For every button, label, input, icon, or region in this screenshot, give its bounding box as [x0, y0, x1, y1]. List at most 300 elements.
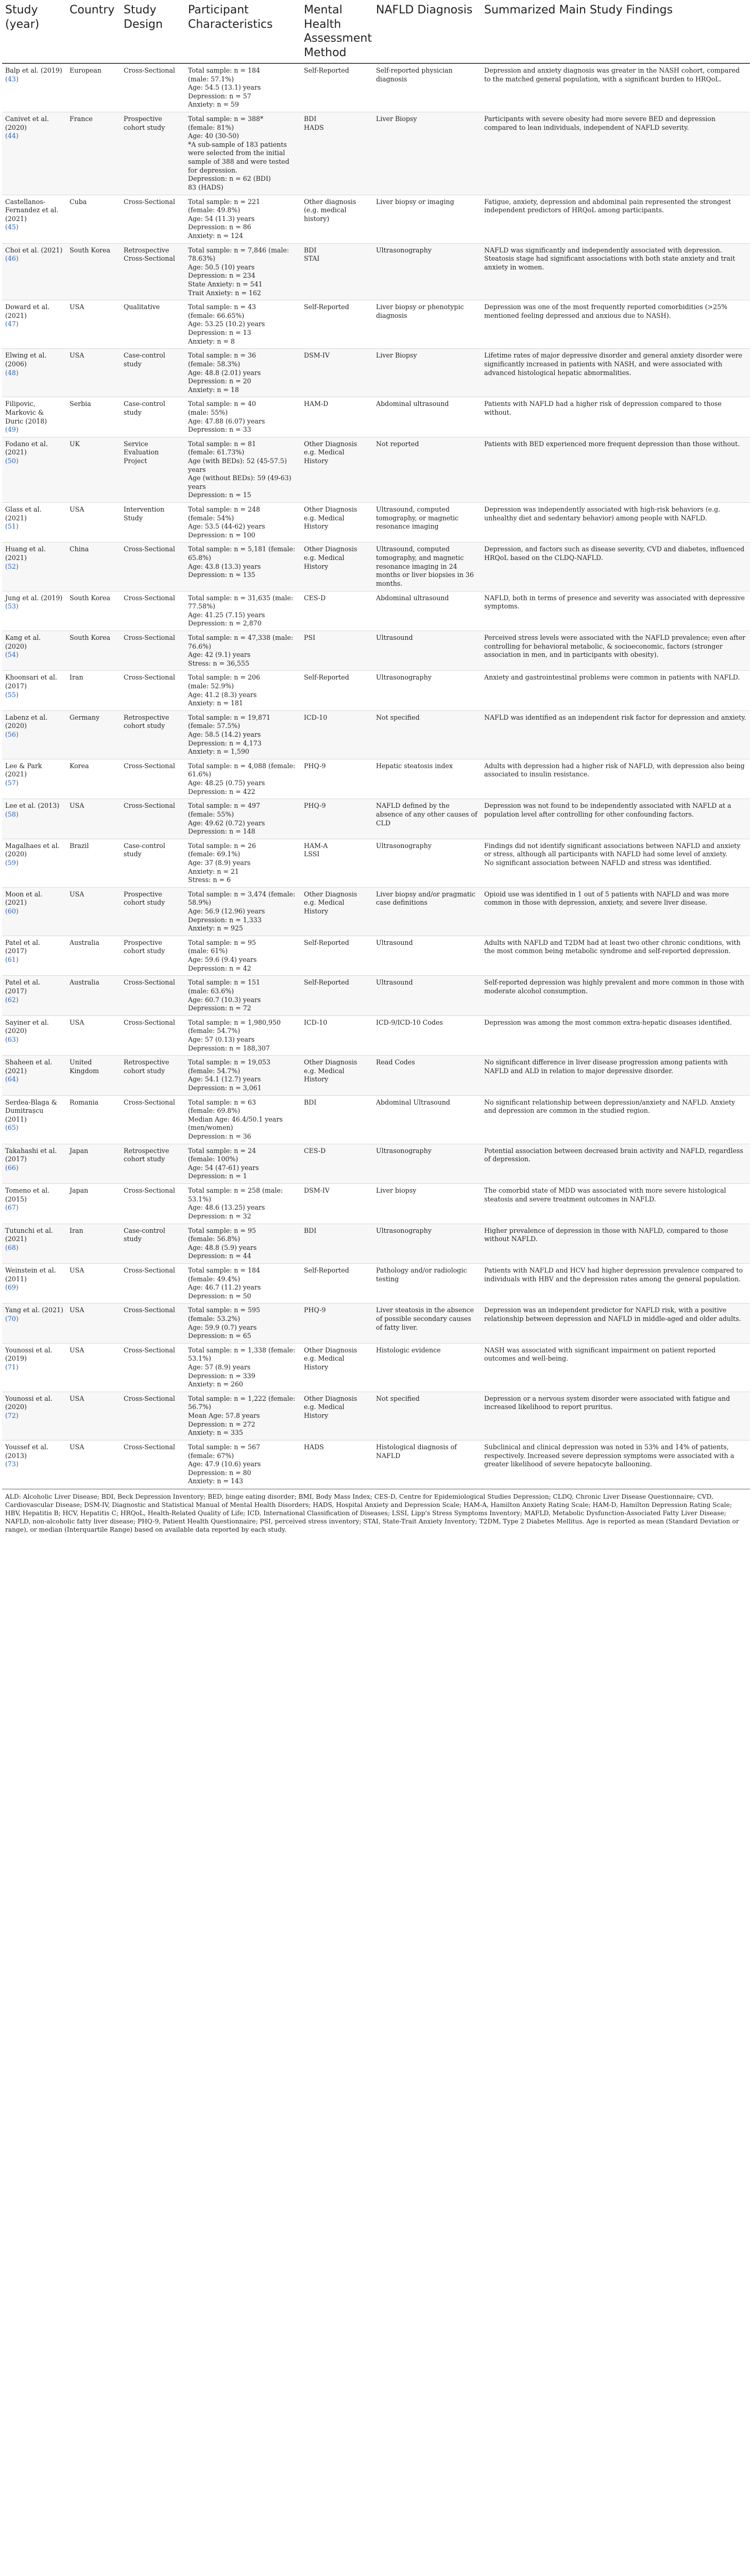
study-reference-link[interactable]: (57) [5, 779, 19, 787]
cell-findings: NAFLD, both in terms of presence and severity was associated with depressive symptoms. [481, 591, 750, 631]
study-reference-link[interactable]: (65) [5, 1124, 19, 1132]
cell-study [2, 543, 66, 591]
study-name: Elwing et al. (2006) [5, 351, 47, 368]
table-row [2, 243, 750, 300]
cell-study-design: Cross-Sectional [121, 671, 185, 710]
cell-study-design: Cross-Sectional [121, 543, 185, 591]
cell-country: USA [66, 1303, 121, 1343]
table-row [2, 300, 750, 349]
cell-study [2, 1015, 66, 1055]
cell-assessment-method: Other diagnosis (e.g. medical history) [301, 195, 373, 243]
study-name: Shaheen et al. (2021) [5, 1058, 53, 1075]
table-row [2, 799, 750, 839]
cell-study [2, 397, 66, 437]
cell-nafld-diagnosis: Liver Biopsy [373, 349, 481, 397]
study-reference-link[interactable]: (44) [5, 132, 19, 140]
cell-study-design: Cross-Sectional [121, 195, 185, 243]
cell-participants: Total sample: n = 31,635 (male: 77.58%) Age: 41.25 (7.15) years Depression: n = 2,870 [185, 591, 301, 631]
cell-nafld-diagnosis: Abdominal ultrasound [373, 397, 481, 437]
cell-nafld-diagnosis: Not specified [373, 1392, 481, 1440]
study-reference-link[interactable]: (67) [5, 1204, 19, 1212]
cell-study [2, 503, 66, 543]
study-reference-link[interactable]: (53) [5, 602, 19, 611]
cell-study-design: Cross-Sectional [121, 1015, 185, 1055]
cell-study [2, 1184, 66, 1224]
cell-nafld-diagnosis: Ultrasound [373, 936, 481, 975]
table-row [2, 1095, 750, 1144]
study-name: Younossi et al. (2020) [5, 1394, 53, 1411]
header-participant-characteristics: Participant Characteristics [185, 0, 301, 63]
cell-participants: Total sample: n = 5,181 (female: 65.8%) Age: 43.8 (13.3) years Depression: n = 135 [185, 543, 301, 591]
cell-assessment-method: DSM-IV [301, 1184, 373, 1224]
cell-findings: Depression was one of the most frequently reported comorbidities (>25% mentioned feeling depressed and anxious due to NASH). [481, 300, 750, 349]
cell-findings: No significant difference in liver disease progression among patients with NAFLD and ALD in relation to major depressive disorder. [481, 1056, 750, 1095]
study-reference-link[interactable]: (64) [5, 1075, 19, 1083]
cell-assessment-method: PHQ-9 [301, 759, 373, 799]
cell-nafld-diagnosis: Ultrasonography [373, 1144, 481, 1183]
cell-findings: Potential association between decreased brain activity and NAFLD, regardless of depression. [481, 1144, 750, 1183]
cell-nafld-diagnosis: Ultrasonography [373, 671, 481, 710]
study-reference-link[interactable]: (60) [5, 907, 19, 916]
study-reference-link[interactable]: (66) [5, 1163, 19, 1172]
cell-participants: Total sample: n = 184 (female: 49.4%) Age: 46.7 (11.2) years Depression: n = 50 [185, 1263, 301, 1303]
cell-participants: Total sample: n = 63 (female: 69.8%) Median Age: 46.4/50.1 years (men/women) Depression: n = 36 [185, 1095, 301, 1144]
cell-study-design: Retrospective cohort study [121, 1056, 185, 1095]
cell-country: USA [66, 1343, 121, 1392]
cell-study [2, 631, 66, 670]
cell-assessment-method: PHQ-9 [301, 1303, 373, 1343]
cell-assessment-method: Other Diagnosis e.g. Medical History [301, 543, 373, 591]
cell-study-design: Service Evaluation Project [121, 437, 185, 502]
table-row [2, 1263, 750, 1303]
cell-findings: Depression, and factors such as disease severity, CVD and diabetes, influenced HRQoL based on the CLDQ-NAFLD. [481, 543, 750, 591]
cell-participants: Total sample: n = 40 (male: 55%) Age: 47.88 (6.07) years Depression: n = 33 [185, 397, 301, 437]
cell-country: China [66, 543, 121, 591]
cell-country: Iran [66, 671, 121, 710]
cell-nafld-diagnosis: Ultrasound, computed tomography, and magnetic resonance imaging in 24 months or liver biopsies in 36 months. [373, 543, 481, 591]
cell-study [2, 976, 66, 1015]
table-row [2, 63, 750, 112]
cell-nafld-diagnosis: Liver biopsy or imaging [373, 195, 481, 243]
cell-assessment-method: Self-Reported [301, 1263, 373, 1303]
cell-study [2, 63, 66, 112]
study-reference-link[interactable]: (62) [5, 995, 19, 1004]
table-row [2, 1392, 750, 1440]
cell-participants: Total sample: n = 497 (female: 55%) Age: 49.62 (0.72) years Depression: n = 148 [185, 799, 301, 839]
table-row [2, 1184, 750, 1224]
cell-findings: Depression and anxiety diagnosis was greater in the NASH cohort, compared to the matched general population, with a significant burden to HRQoL. [481, 63, 750, 112]
cell-participants: Total sample: n = 19,053 (female: 54.7%) Age: 54.1 (12.7) years Depression: n = 3,061 [185, 1056, 301, 1095]
cell-country: USA [66, 1440, 121, 1488]
study-name: Kang et al. (2020) [5, 633, 41, 650]
cell-study-design: Cross-Sectional [121, 759, 185, 799]
study-name: Magalhaes et al. (2020) [5, 841, 60, 858]
study-name: Labenz et al. (2020) [5, 713, 48, 730]
study-reference-link[interactable]: (47) [5, 320, 19, 328]
cell-nafld-diagnosis: Read Codes [373, 1056, 481, 1095]
study-name: Canivet et al. (2020) [5, 115, 49, 131]
header-study-design: Study Design [121, 0, 185, 63]
cell-study [2, 1056, 66, 1095]
cell-nafld-diagnosis: NAFLD defined by the absence of any other causes of CLD [373, 799, 481, 839]
study-name: Choi et al. (2021) [5, 246, 63, 254]
cell-participants: Total sample: n = 248 (female: 54%) Age: 53.5 (44-62) years Depression: n = 100 [185, 503, 301, 543]
table-row [2, 1015, 750, 1055]
table-body [2, 63, 750, 1488]
cell-country: Japan [66, 1144, 121, 1183]
cell-study [2, 243, 66, 300]
cell-study-design: Case-control study [121, 839, 185, 887]
study-reference-link[interactable]: (59) [5, 858, 19, 867]
cell-study [2, 437, 66, 502]
cell-study [2, 1144, 66, 1183]
study-name: Tomeno et al. (2015) [5, 1187, 50, 1203]
study-name: Balp et al. (2019) [5, 66, 62, 74]
table-row [2, 543, 750, 591]
cell-study-design: Cross-Sectional [121, 1343, 185, 1392]
table-row [2, 671, 750, 710]
cell-study-design: Retrospective cohort study [121, 1144, 185, 1183]
cell-assessment-method: ICD-10 [301, 710, 373, 759]
cell-study-design: Qualitative [121, 300, 185, 349]
cell-assessment-method: Self-Reported [301, 671, 373, 710]
cell-findings: Patients with NAFLD had a higher risk of depression compared to those without. [481, 397, 750, 437]
cell-assessment-method: Self-Reported [301, 63, 373, 112]
cell-participants: Total sample: n = 95 (male: 61%) Age: 59.6 (9.4) years Depression: n = 42 [185, 936, 301, 975]
cell-nafld-diagnosis: Histological diagnosis of NAFLD [373, 1440, 481, 1488]
table-row [2, 631, 750, 670]
cell-study [2, 300, 66, 349]
cell-findings: Depression or a nervous system disorder were associated with fatigue and increased likelihood to report pruritus. [481, 1392, 750, 1440]
cell-participants: Total sample: n = 1,980,950 (female: 54.7%) Age: 57 (0.13) years Depression: n = 188,307 [185, 1015, 301, 1055]
cell-findings: Higher prevalence of depression in those with NAFLD, compared to those without NAFLD. [481, 1224, 750, 1263]
cell-assessment-method: CES-D [301, 1144, 373, 1183]
table-row [2, 195, 750, 243]
cell-study-design: Cross-Sectional [121, 1095, 185, 1144]
cell-assessment-method: PSI [301, 631, 373, 670]
cell-nafld-diagnosis: Liver biopsy [373, 1184, 481, 1224]
cell-study-design: Prospective cohort study [121, 112, 185, 195]
header-mental-health-method: Mental Health Assessment Method [301, 0, 373, 63]
table-row [2, 887, 750, 936]
cell-country: Germany [66, 710, 121, 759]
cell-study [2, 1095, 66, 1144]
study-reference-link[interactable]: (56) [5, 731, 19, 739]
study-reference-link[interactable]: (48) [5, 368, 19, 377]
study-name: Youssef et al. (2013) [5, 1443, 49, 1460]
cell-nafld-diagnosis: Self-reported physician diagnosis [373, 63, 481, 112]
cell-study [2, 195, 66, 243]
study-reference-link[interactable]: (43) [5, 75, 19, 83]
cell-study [2, 112, 66, 195]
table-row [2, 349, 750, 397]
cell-findings: Depression was among the most common extra-hepatic diseases identified. [481, 1015, 750, 1055]
study-reference-link[interactable]: (63) [5, 1035, 19, 1043]
cell-nafld-diagnosis: Ultrasound, computed tomography, or magnetic resonance imaging [373, 503, 481, 543]
study-reference-link[interactable]: (50) [5, 456, 19, 465]
studies-table [2, 0, 750, 1489]
table-row [2, 839, 750, 887]
study-reference-link[interactable]: (68) [5, 1243, 19, 1251]
study-reference-link[interactable]: (70) [5, 1315, 19, 1323]
header-nafld-diagnosis: NAFLD Diagnosis [373, 0, 481, 63]
study-reference-link[interactable]: (45) [5, 223, 19, 231]
cell-study-design: Cross-Sectional [121, 1263, 185, 1303]
cell-assessment-method: Self-Reported [301, 976, 373, 1015]
cell-findings: Findings did not identify significant associations between NAFLD and anxiety or stress, although all participants with NAFLD had some level of anxiety. No significant association between NAFLD and stress was identified. [481, 839, 750, 887]
cell-study-design: Cross-Sectional [121, 1303, 185, 1343]
cell-findings: The comorbid state of MDD was associated with more severe histological steatosis and severe treatment outcomes in NAFLD. [481, 1184, 750, 1224]
cell-study-design: Cross-Sectional [121, 976, 185, 1015]
cell-country: USA [66, 1015, 121, 1055]
cell-country: France [66, 112, 121, 195]
cell-nafld-diagnosis: Histologic evidence [373, 1343, 481, 1392]
study-name: Younossi et al. (2019) [5, 1346, 53, 1363]
cell-findings: Participants with severe obesity had more severe BED and depression compared to lean individuals, independent of NAFLD severity. [481, 112, 750, 195]
cell-assessment-method: Other Diagnosis e.g. Medical History [301, 503, 373, 543]
cell-participants: Total sample: n = 19,871 (female: 57.5%) Age: 58.5 (14.2) years Depression: n = 4,173 Anxiety: n = 1,590 [185, 710, 301, 759]
cell-participants: Total sample: n = 4,088 (female: 61.6%) Age: 48.25 (0.75) years Depression: n = 422 [185, 759, 301, 799]
cell-nafld-diagnosis: Liver biopsy or phenotypic diagnosis [373, 300, 481, 349]
cell-participants: Total sample: n = 47,338 (male: 76.6%) Age: 42 (9.1) years Stress: n = 36,555 [185, 631, 301, 670]
header-main-findings: Summarized Main Study Findings [481, 0, 750, 63]
cell-study-design: Cross-Sectional [121, 63, 185, 112]
cell-study-design: Case-control study [121, 349, 185, 397]
cell-study [2, 1303, 66, 1343]
study-name: Patel et al. (2017) [5, 938, 41, 955]
cell-country: Japan [66, 1184, 121, 1224]
table-row [2, 759, 750, 799]
cell-participants: Total sample: n = 388* (female: 81%) Age: 40 (30-50) *A sub-sample of 183 patients were selected from the initial sample of 388 and were tested for depression. Depression: n = 62 (BDI) 83 (HADS) [185, 112, 301, 195]
cell-country: USA [66, 1392, 121, 1440]
cell-participants: Total sample: n = 81 (female: 61.73%) Age (with BEDs): 52 (45-57.5) years Age (without BEDs): 59 (49-63) years Depression: n = 15 [185, 437, 301, 502]
cell-nafld-diagnosis: Not reported [373, 437, 481, 502]
cell-findings: Adults with depression had a higher risk of NAFLD, with depression also being associated to insulin resistance. [481, 759, 750, 799]
cell-assessment-method: Other Diagnosis e.g. Medical History [301, 437, 373, 502]
cell-study-design: Cross-Sectional [121, 1392, 185, 1440]
cell-country: South Korea [66, 631, 121, 670]
table-row [2, 976, 750, 1015]
cell-study [2, 1263, 66, 1303]
cell-nafld-diagnosis: Hepatic steatosis index [373, 759, 481, 799]
cell-country: South Korea [66, 243, 121, 300]
cell-findings: Perceived stress levels were associated with the NAFLD prevalence; even after controlling for behavioral metabolic, & socioeconomic, factors (stronger association in men, and in participants with obesity). [481, 631, 750, 670]
cell-findings: Lifetime rates of major depressive disorder and general anxiety disorder were significantly increased in patients with NASH, and were associated with advanced histological hepatic abnormalities. [481, 349, 750, 397]
cell-nafld-diagnosis: Ultrasound [373, 631, 481, 670]
cell-country: European [66, 63, 121, 112]
study-name: Glass et al. (2021) [5, 505, 42, 522]
cell-participants: Total sample: n = 595 (female: 53.2%) Age: 59.9 (0.7) years Depression: n = 65 [185, 1303, 301, 1343]
cell-study [2, 936, 66, 975]
cell-findings: Depression was an independent predictor for NAFLD risk, with a positive relationship between depression and NAFLD in middle-aged and older adults. [481, 1303, 750, 1343]
table-row [2, 437, 750, 502]
study-name: Filipovic, Markovic & Duric (2018) [5, 400, 47, 425]
study-reference-link[interactable]: (46) [5, 255, 19, 263]
cell-findings: Opioid use was identified in 1 out of 5 patients with NAFLD and was more common in those with depression, anxiety, and severe liver disease. [481, 887, 750, 936]
cell-nafld-diagnosis: Ultrasonography [373, 243, 481, 300]
cell-participants: Total sample: n = 1,338 (female: 53.1%) Age: 57 (8.9) years Depression: n = 339 Anxiety: n = 260 [185, 1343, 301, 1392]
cell-participants: Total sample: n = 184 (male: 57.1%) Age: 54.5 (13.1) years Depression: n = 57 Anxiety: n = 59 [185, 63, 301, 112]
cell-findings: Subclinical and clinical depression was noted in 53% and 14% of patients, respectively. Increased severe depression symptoms were associated with a greater likelihood of severe hepatocyte ballooning. [481, 1440, 750, 1488]
study-name: Lee et al. (2013) [5, 802, 60, 810]
study-name: Patel et al. (2017) [5, 978, 41, 995]
cell-study [2, 759, 66, 799]
cell-findings: Depression was independently associated with high-risk behaviors (e.g. unhealthy diet and sedentary behavior) among people with NAFLD. [481, 503, 750, 543]
cell-participants: Total sample: n = 95 (female: 56.8%) Age: 48.8 (5.9) years Depression: n = 44 [185, 1224, 301, 1263]
header-study: Study (year) [2, 0, 66, 63]
cell-nafld-diagnosis: ICD-9/ICD-10 Codes [373, 1015, 481, 1055]
cell-participants: Total sample: n = 567 (female: 67%) Age: 47.9 (10.6) years Depression: n = 80 Anxiety: n = 143 [185, 1440, 301, 1488]
cell-study [2, 591, 66, 631]
cell-study-design: Case-control study [121, 1224, 185, 1263]
cell-nafld-diagnosis: Abdominal ultrasound [373, 591, 481, 631]
table-row [2, 591, 750, 631]
table-row [2, 710, 750, 759]
cell-assessment-method: Self-Reported [301, 300, 373, 349]
study-reference-link[interactable]: (61) [5, 956, 19, 964]
study-name: Doward et al. (2021) [5, 303, 50, 319]
cell-study-design: Cross-Sectional [121, 1184, 185, 1224]
cell-country: USA [66, 799, 121, 839]
cell-participants: Total sample: n = 151 (male: 63.6%) Age: 60.7 (10.3) years Depression: n = 72 [185, 976, 301, 1015]
cell-study-design: Case-control study [121, 397, 185, 437]
cell-country: Korea [66, 759, 121, 799]
cell-assessment-method: Other Diagnosis e.g. Medical History [301, 1392, 373, 1440]
study-name: Khoonsari et al. (2017) [5, 673, 57, 690]
study-name: Moon et al. (2021) [5, 890, 43, 907]
cell-country: Iran [66, 1224, 121, 1263]
cell-study-design: Retrospective Cross-Sectional [121, 243, 185, 300]
study-reference-link[interactable]: (72) [5, 1412, 19, 1420]
cell-country: Romania [66, 1095, 121, 1144]
header-country: Country [66, 0, 121, 63]
table-header-row [2, 0, 750, 63]
cell-country: Australia [66, 976, 121, 1015]
study-name: Weinstein et al. (2011) [5, 1266, 56, 1283]
cell-country: Brazil [66, 839, 121, 887]
cell-findings: Depression was not found to be independently associated with NAFLD at a population level after controlling for other confounding factors. [481, 799, 750, 839]
cell-nafld-diagnosis: Ultrasonography [373, 839, 481, 887]
study-name: Yang et al. (2021) [5, 1306, 63, 1314]
cell-assessment-method: HADS [301, 1440, 373, 1488]
cell-assessment-method: CES-D [301, 591, 373, 631]
cell-assessment-method: ICD-10 [301, 1015, 373, 1055]
cell-participants: Total sample: n = 26 (female: 69.1%) Age: 37 (8.9) years Anxiety: n = 21 Stress: n = 6 [185, 839, 301, 887]
cell-assessment-method: DSM-IV [301, 349, 373, 397]
cell-findings: No significant relationship between depression/anxiety and NAFLD. Anxiety and depression are common in the studied region. [481, 1095, 750, 1144]
cell-findings: NAFLD was significantly and independently associated with depression. Steatosis stage had significant associations with both state anxiety and trait anxiety in women. [481, 243, 750, 300]
study-name: Serdea-Blaga & Dumitrașcu (2011) [5, 1098, 57, 1123]
table-row [2, 1144, 750, 1183]
study-name: Fodano et al. (2021) [5, 439, 48, 456]
cell-participants: Total sample: n = 206 (male: 52.9%) Age: 41.2 (8.3) years Anxiety: n = 181 [185, 671, 301, 710]
cell-country: USA [66, 1263, 121, 1303]
cell-nafld-diagnosis: Abdominal Ultrasound [373, 1095, 481, 1144]
study-reference-link[interactable]: (54) [5, 651, 19, 659]
table-row [2, 1056, 750, 1095]
table-row [2, 112, 750, 195]
cell-participants: Total sample: n = 7,846 (male: 78.63%) Age: 50.5 (10) years Depression: n = 234 State Anxiety: n = 541 Trait Anxiety: n = 162 [185, 243, 301, 300]
cell-study-design: Cross-Sectional [121, 1440, 185, 1488]
cell-findings: NAFLD was identified as an independent risk factor for depression and anxiety. [481, 710, 750, 759]
study-reference-link[interactable]: (49) [5, 426, 19, 434]
table-row [2, 1224, 750, 1263]
cell-country: UK [66, 437, 121, 502]
cell-country: USA [66, 503, 121, 543]
cell-country: South Korea [66, 591, 121, 631]
cell-study-design: Prospective cohort study [121, 936, 185, 975]
cell-assessment-method: HAM-A LSSI [301, 839, 373, 887]
cell-nafld-diagnosis: Liver steatosis in the absence of possible secondary causes of fatty liver. [373, 1303, 481, 1343]
cell-study [2, 1224, 66, 1263]
cell-study [2, 671, 66, 710]
study-reference-link[interactable]: (71) [5, 1363, 19, 1371]
study-reference-link[interactable]: (73) [5, 1460, 19, 1468]
table-row [2, 1343, 750, 1392]
cell-nafld-diagnosis: Not specified [373, 710, 481, 759]
cell-findings: NASH was associated with significant impairment on patient reported outcomes and well-being. [481, 1343, 750, 1392]
cell-nafld-diagnosis: Ultrasonography [373, 1224, 481, 1263]
cell-study-design: Prospective cohort study [121, 887, 185, 936]
cell-assessment-method: BDI [301, 1095, 373, 1144]
study-reference-link[interactable]: (52) [5, 562, 19, 570]
study-name: Jung et al. (2019) [5, 594, 63, 602]
cell-country: USA [66, 887, 121, 936]
cell-nafld-diagnosis: Pathology and/or radiologic testing [373, 1263, 481, 1303]
cell-study [2, 710, 66, 759]
cell-country: Australia [66, 936, 121, 975]
cell-study [2, 887, 66, 936]
cell-participants: Total sample: n = 36 (female: 58.3%) Age: 48.8 (2.01) years Depression: n = 20 Anxiety: n = 18 [185, 349, 301, 397]
cell-study [2, 839, 66, 887]
table-row [2, 1440, 750, 1488]
study-name: Sayiner et al. (2020) [5, 1018, 49, 1035]
cell-study [2, 349, 66, 397]
table-footnote: ALD: Alcoholic Liver Disease; BDI, Beck Depression Inventory; BED, binge eating disorder; BMI, Body Mass Index; CES-D, Centre for Epidemiological Studies Depression; CLDQ, Chronic Liver Disease Questionnaire; CVD, Cardiovascular Disease; DSM-IV, Diagnostic and Statistical Manual of Mental Health Disorders; HADS, Hospital Anxiety and Depression Scale; HAM-A, Hamilton Anxiety Rating Scale; HAM-D, Hamilton Depression Rating Scale; HBV, Hepatitis B; HCV, Hepatitis C; HRQoL, Health-Related Quality of Life; ICD, International Classification of Diseases; LSSI, Lipp's Stress Symptoms Inventory; MAFLD, Metabolic Dysfunction-Associated Fatty Liver Disease; NAFLD, non-alcoholic fatty liver disease; PHQ-9, Patient Health Questionnaire; PSI, perceived stress inventory; STAI, State-Trait Anxiety Inventory; T2DM, Type 2 Diabetes Mellitus. Age is reported as mean (Standard Deviation or range), or median (Interquartile Range) based on available data reported by each study. [2, 1489, 750, 1537]
cell-country: USA [66, 349, 121, 397]
cell-nafld-diagnosis: Liver Biopsy [373, 112, 481, 195]
cell-assessment-method: Other Diagnosis e.g. Medical History [301, 1056, 373, 1095]
cell-study-design: Intervention Study [121, 503, 185, 543]
cell-participants: Total sample: n = 1,222 (female: 56.7%) Mean Age: 57.8 years Depression: n = 272 Anxiety: n = 335 [185, 1392, 301, 1440]
table-row [2, 936, 750, 975]
study-name: Lee & Park (2021) [5, 761, 42, 778]
cell-findings: Anxiety and gastrointestinal problems were common in patients with NAFLD. [481, 671, 750, 710]
table-row [2, 397, 750, 437]
study-name: Huang et al. (2021) [5, 545, 46, 562]
table-row [2, 503, 750, 543]
cell-participants: Total sample: n = 258 (male: 53.1%) Age: 48.6 (13.25) years Depression: n = 32 [185, 1184, 301, 1224]
cell-findings: Self-reported depression was highly prevalent and more common in those with moderate alcohol consumption. [481, 976, 750, 1015]
study-reference-link[interactable]: (55) [5, 690, 19, 699]
study-reference-link[interactable]: (58) [5, 810, 19, 818]
cell-study-design: Cross-Sectional [121, 631, 185, 670]
cell-findings: Patients with BED experienced more frequent depression than those without. [481, 437, 750, 502]
cell-findings: Patients with NAFLD and HCV had higher depression prevalence compared to individuals with HBV and the depression rates among the general population. [481, 1263, 750, 1303]
cell-study-design: Cross-Sectional [121, 799, 185, 839]
study-name: Tutunchi et al. (2021) [5, 1226, 54, 1243]
cell-participants: Total sample: n = 221 (female: 49.8%) Age: 54 (11.3) years Depression: n = 86 Anxiety: n = 124 [185, 195, 301, 243]
cell-study [2, 799, 66, 839]
cell-nafld-diagnosis: Liver biopsy and/or pragmatic case definitions [373, 887, 481, 936]
study-reference-link[interactable]: (69) [5, 1283, 19, 1292]
cell-country: Serbia [66, 397, 121, 437]
cell-study [2, 1343, 66, 1392]
cell-findings: Adults with NAFLD and T2DM had at least two other chronic conditions, with the most common being metabolic syndrome and self-reported depression. [481, 936, 750, 975]
study-reference-link[interactable]: (51) [5, 522, 19, 531]
cell-study-design: Cross-Sectional [121, 591, 185, 631]
cell-assessment-method: Self-Reported [301, 936, 373, 975]
